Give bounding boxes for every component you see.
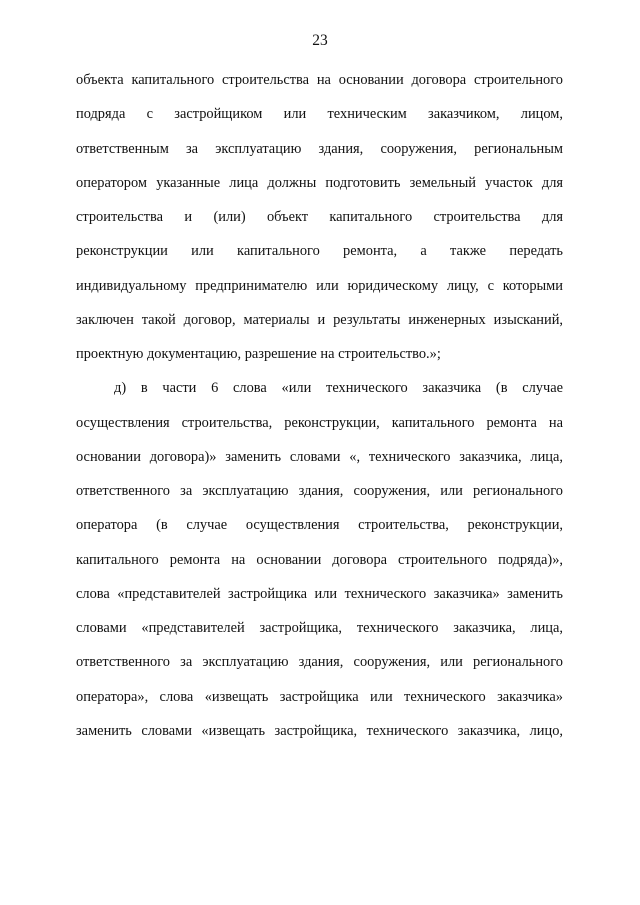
page-number: 23	[312, 32, 328, 49]
text-line: строительства и (или) объект капитального строительства для	[76, 209, 563, 225]
text-line: ответственного за эксплуатацию здания, сооружения, или регионального	[76, 483, 563, 499]
document-body	[76, 68, 563, 753]
text-line: слова «представителей застройщика или технического заказчика» заменить	[76, 585, 563, 602]
text-line-paragraph-end: проектную документацию, разрешение на строительство.»;	[76, 346, 441, 362]
text-line: заключен такой договор, материалы и результаты инженерных изысканий,	[76, 311, 563, 328]
text-line: подряда с застройщиком или техническим заказчиком, лицом,	[76, 106, 563, 123]
text-line: оператора», слова «извещать застройщика или технического заказчика»	[76, 688, 563, 705]
text-line: словами «представителей застройщика, технического заказчика, лица,	[76, 620, 563, 636]
text-line: оператора (в случае осуществления строительства, реконструкции,	[76, 517, 563, 534]
text-line: индивидуальному предпринимателю или юридическому лицу, с которыми	[76, 277, 563, 294]
text-line: осуществления строительства, реконструкции, капитального ремонта на	[76, 414, 563, 431]
text-line: заменить словами «извещать застройщика, технического заказчика, лицо,	[76, 722, 563, 739]
text-line: оператором указанные лица должны подготовить земельный участок для	[76, 174, 563, 191]
text-line: ответственным за эксплуатацию здания, сооружения, региональным	[76, 140, 563, 157]
text-line: ответственного за эксплуатацию здания, сооружения, или регионального	[76, 654, 563, 671]
text-line: объекта капитального строительства на основании договора строительного	[76, 72, 563, 88]
text-line: основании договора)» заменить словами «, технического заказчика, лица,	[76, 448, 563, 465]
text-line: реконструкции или капитального ремонта, а также передать	[76, 243, 563, 260]
text-line-paragraph-start: д) в части 6 слова «или технического заказчика (в случае	[114, 380, 563, 397]
text-line: капитального ремонта на основании договора строительного подряда)»,	[76, 551, 563, 568]
